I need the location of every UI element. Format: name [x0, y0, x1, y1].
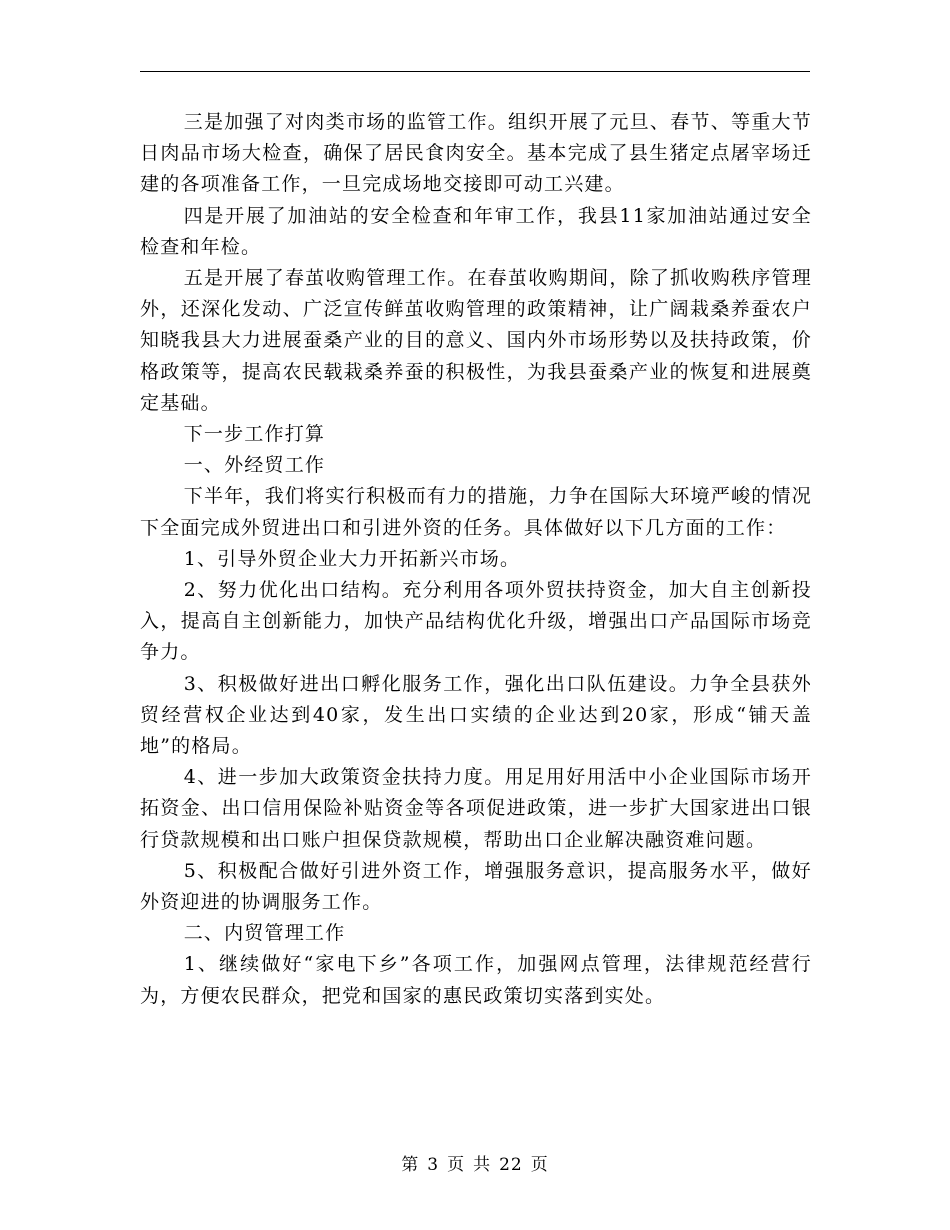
list-item: 2、努力优化出口结构。充分利用各项外贸扶持资金，加大自主创新投入，提高自主创新能力，加快产品结构优化升级，增强出口产品国际市场竞争力。	[140, 579, 812, 664]
page-footer	[0, 1153, 950, 1177]
paragraph: 三是加强了对肉类市场的监管工作。组织开展了元旦、春节、等重大节日肉品市场大检查，确保了居民食肉安全。基本完成了县生猪定点屠宰场迁建的各项准备工作，一旦完成场地交接即可动工兴建。	[140, 111, 812, 196]
list-item: 1、引导外贸企业大力开拓新兴市场。	[183, 547, 521, 570]
list-item: 5、积极配合做好引进外资工作，增强服务意识，提高服务水平，做好外资迎进的协调服务工作。	[140, 859, 812, 914]
list-item: 1、继续做好“家电下乡”各项工作，加强网点管理，法律规范经营行为，方便农民群众，把党和国家的惠民政策切实落到实处。	[140, 953, 812, 1007]
paragraph: 五是开展了春茧收购管理工作。在春茧收购期间，除了抓收购秩序管理外，还深化发动、广泛宣传鲜茧收购管理的政策精神，让广阔栽桑养蚕农户知晓我县大力进展蚕桑产业的目的意义、国内外市场形势以及扶持政策，价格政策等，提高农民载栽桑养蚕的积极性，为我县蚕桑产业的恢复和进展奠定基础。	[140, 267, 812, 414]
section-heading: 一、外经贸工作	[183, 454, 326, 477]
current-page-number: 3	[427, 1155, 440, 1175]
footer-page-word: 页	[447, 1155, 466, 1175]
list-item: 4、进一步加大政策资金扶持力度。用足用好用活中小企业国际市场开拓资金、出口信用保险补贴资金等各项促进政策，进一步扩大国家进出口银行贷款规模和出口账户担保贷款规模，帮助出口企业解决融资难问题。	[140, 766, 812, 851]
paragraph: 下半年，我们将实行积极而有力的措施，力争在国际大环境严峻的情况下全面完成外贸进出口和引进外资的任务。具体做好以下几方面的工作：	[140, 485, 812, 539]
section-heading: 下一步工作打算	[183, 423, 326, 446]
footer-suffix: 页	[530, 1155, 549, 1175]
total-pages-number: 22	[499, 1155, 523, 1175]
document-body	[140, 107, 812, 1012]
list-item: 3、积极做好进出口孵化服务工作，强化出口队伍建设。力争全县获外贸经营权企业达到40家，发生出口实绩的企业达到20家，形成“铺天盖地”的格局。	[140, 672, 812, 758]
footer-prefix: 第	[401, 1155, 420, 1175]
footer-total-word: 共	[473, 1155, 492, 1175]
paragraph: 四是开展了加油站的安全检查和年审工作，我县11家加油站通过安全检查和年检。	[140, 204, 812, 258]
section-heading: 二、内贸管理工作	[183, 922, 346, 945]
header-rule	[140, 71, 810, 72]
